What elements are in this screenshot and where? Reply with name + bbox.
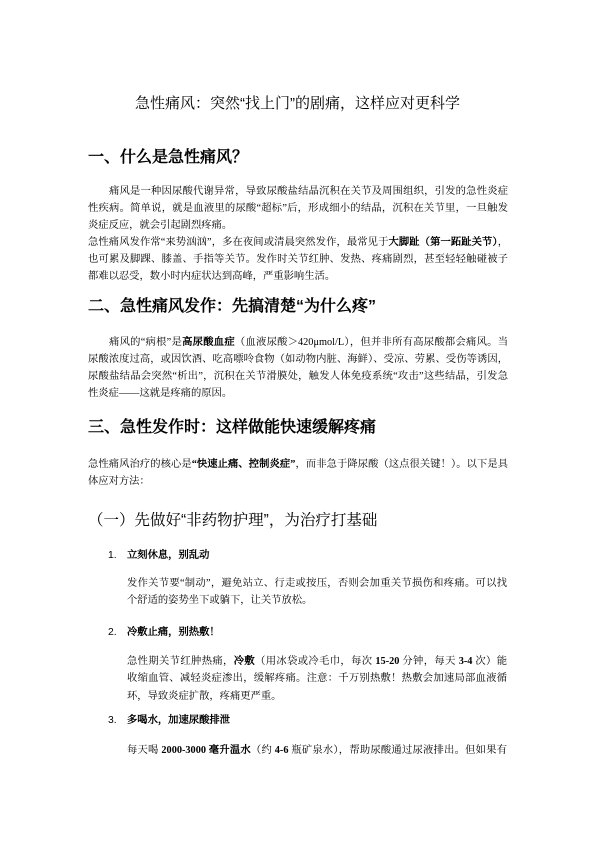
section-body [88, 334, 508, 402]
text-line: 尿酸盐结晶会突然“析出”，沉积在关节滑膜处，触发人体免疫系统“攻击”这些结晶，引发急 [88, 370, 508, 382]
text-line [127, 742, 507, 760]
text-line [88, 234, 508, 251]
list-item-body [127, 575, 507, 610]
text-line: 痛风是一种因尿酸代谢异常，导致尿酸盐结晶沉积在关节及周围组织，引发的急性炎症 [109, 185, 508, 197]
subsection-heading: （一）先做好“非药物护理”，为治疗打基础 [88, 512, 378, 529]
paragraph [88, 334, 508, 402]
text-segment: 痛风的“病根”是 [109, 336, 183, 348]
text-segment: 分钟，每天 [399, 655, 459, 667]
bold-text: 高尿酸血症 [182, 336, 235, 348]
bold-text: 2000-3000 毫升温水 [161, 744, 251, 756]
text-line: 性炎症——这就是疼痛的原因。 [88, 387, 233, 399]
text-segment: 瓶矿泉水），帮助尿酸通过尿液排出。但如果有 [288, 744, 507, 756]
bold-text: 3-4 [458, 655, 473, 667]
list-item-body [127, 742, 507, 760]
text-line: 尿酸浓度过高，或因饮酒、吃高嘌呤食物（如动物内脏、海鲜）、受凉、劳累、受伤等诱因， [88, 353, 508, 365]
text-line [88, 456, 508, 473]
bold-text: 4-6 [274, 744, 289, 756]
text-segment: 每天喝 [127, 744, 162, 756]
list-item-number: 3. [108, 714, 117, 726]
section-heading: 三、急性发作时：这样做能快速缓解疼痛 [88, 419, 377, 436]
text-segment: ，而非急于降尿酸（这点很关键！）。以下是具 [295, 458, 509, 470]
bold-text: 冷敷 [233, 655, 256, 667]
bold-text: “快速止痛、控制炎症” [191, 458, 296, 470]
list-item-number: 2. [108, 626, 117, 638]
list-item-label: 冷敷止痛，别热敷！ [127, 626, 220, 638]
text-segment: 急性期关节红肿热痛， [127, 655, 234, 667]
text-line: 炎症反应，就会引起剧烈疼痛。 [88, 219, 233, 231]
text-segment: （用冰袋或冷毛巾，每次 [255, 655, 376, 667]
list-item-label: 多喝水，加速尿酸排泄 [127, 714, 230, 726]
paragraph [88, 456, 508, 490]
text-line: 发作关节要“制动”，避免站立、行走或按压，否则会加重关节损伤和疼痛。可以找 [127, 577, 507, 589]
text-line: 都难以忍受，数小时内症状达到高峰，严重影响生活。 [88, 270, 336, 282]
list-item-body [127, 653, 507, 706]
paragraph [88, 183, 508, 234]
text-line: 也可累及脚踝、膝盖、手指等关节。发作时关节红肿、发热、疼痛剧烈，甚至轻轻触碰被子 [88, 253, 508, 265]
list-item-number: 1. [108, 549, 117, 561]
text-line: 性疾病。简单说，就是血液里的尿酸“超标”后，形成细小的结晶，沉积在关节里，一旦触发 [88, 202, 508, 214]
text-segment: 急性痛风治疗的核心是 [88, 458, 192, 470]
list-item-label: 立刻休息，别乱动 [127, 549, 210, 561]
section-body [88, 183, 508, 285]
text-line [88, 334, 508, 351]
section-heading: 二、急性痛风发作：先搞清楚“为什么疼” [88, 298, 377, 315]
bold-text: 15-20 [375, 655, 400, 667]
paragraph [88, 234, 508, 285]
text-line: 体应对方法： [88, 475, 150, 487]
text-line: 收缩血管、减轻炎症渗出，缓解疼痛。注意：千万别热敷！热敷会加速局部血液循 [127, 673, 507, 684]
text-segment: （约 [250, 744, 275, 756]
text-segment: 急性痛风发作常“来势汹汹”，多在夜间或清晨突然发作，最常见于 [88, 236, 389, 248]
section-heading: 一、什么是急性痛风？ [88, 149, 249, 166]
document-title: 急性痛风：突然“找上门”的剧痛，这样应对更科学 [135, 95, 460, 112]
text-segment: （血液尿酸＞420μmol/L），但并非所有高尿酸都会痛风。当 [234, 336, 509, 348]
text-segment: 次）能 [472, 655, 508, 667]
text-line: 环，导致炎症扩散，疼痛更严重。 [127, 690, 282, 702]
text-line [127, 653, 507, 671]
text-line: 个舒适的姿势坐下或躺下，让关节放松。 [127, 595, 313, 606]
bold-text: 大脚趾（第一跖趾关节） [388, 236, 498, 248]
section-body [88, 456, 508, 490]
text-segment: ， [497, 236, 509, 248]
